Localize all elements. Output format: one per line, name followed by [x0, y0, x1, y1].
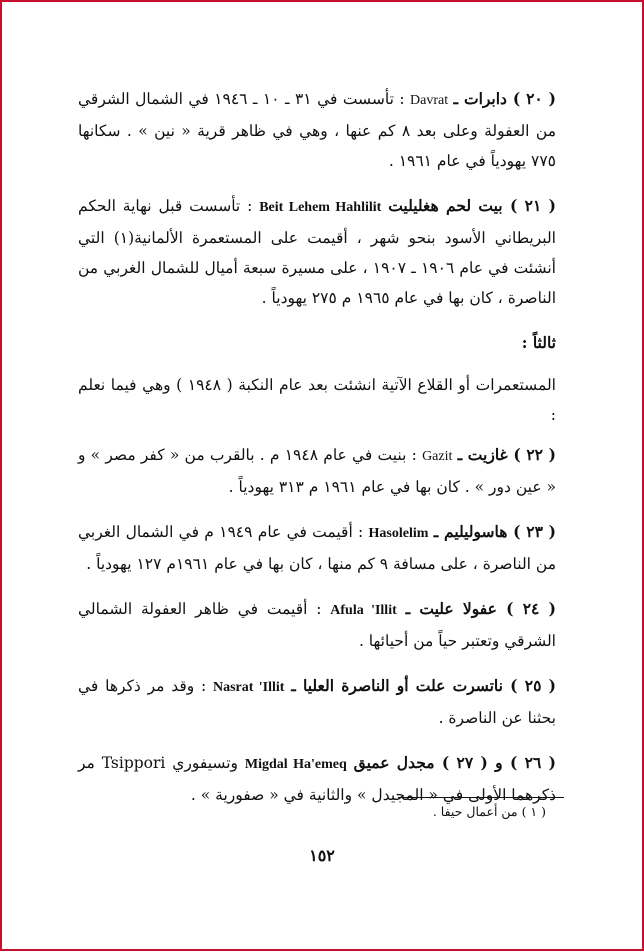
entry-25-latin: Nasrat 'Illit — [213, 680, 285, 695]
entry-26-27-latin: Migdal Ha'emeq — [244, 757, 347, 772]
entry-21 — [78, 191, 556, 313]
entry-24-text — [78, 594, 556, 656]
entry-22-text — [78, 440, 556, 502]
entry-21-body: : تأسست قبل نهاية الحكم البريطاني الأسود بنحو شهر ، أقيمت على المستعمرة الألمانية(١) التي أنشئت في عام ١٩٠٦ ـ ١٩٠٧ ، على مسيرة سبعة أميال للشمال الغربي من الناصرة ، كان بها في عام ١٩٦٥ م ٢٧٥ يهودياً . — [78, 197, 556, 307]
entry-23-heading: ( ٢٣ ) هاسوليليم ـ — [433, 522, 556, 541]
entry-24-heading: ( ٢٤ ) عفولا عليت ـ — [405, 599, 556, 618]
entry-25-body: : وقد مر ذكرها في بحثنا عن الناصرة . — [78, 677, 556, 727]
entry-26-27-body: وتسيفوري Tsippori مر ذكرهما الأولى في « المجيدل » والثانية في « صفورية » . — [78, 754, 556, 804]
document-page — [78, 84, 556, 825]
section-title: ثالثاً : — [521, 333, 556, 352]
entry-25-heading: ( ٢٥ ) ناتسرت علت أو الناصرة العليا ـ — [291, 676, 556, 695]
entry-24-latin: Afula 'Illit — [330, 603, 397, 618]
entry-26-27-heading: ( ٢٦ ) و ( ٢٧ ) مجدل عميق — [353, 753, 556, 772]
entry-20-latin: Davrat — [410, 93, 449, 108]
entry-20-body: : تأسست في ٣١ ـ ١٠ ـ ١٩٤٦ في الشمال الشرقي من العفولة وعلى بعد ٨ كم عنها ، وهي في ظاهر قرية « نين » . سكانها ٧٧٥ يهودياً في عام ١٩٦١ . — [78, 90, 556, 170]
entry-26-27 — [78, 748, 556, 810]
entry-25 — [78, 671, 556, 733]
entry-21-heading: ( ٢١ ) بيت لحم هغليليت — [388, 196, 556, 215]
entry-21-latin: Beit Lehem Hahlilit — [259, 200, 382, 215]
entry-25-text — [78, 671, 556, 733]
entry-23-body: : أقيمت في عام ١٩٤٩ م في الشمال الغربي من الناصرة ، على مسافة ٩ كم منها ، كان بها في عام ١٩٦١م ١٢٧ يهودياً . — [78, 523, 556, 573]
entry-22-body: : بنيت في عام ١٩٤٨ م . بالقرب من « كفر مصر » و « عين دور » . كان بها في عام ١٩٦١ م ٣١٣ يهودياً . — [78, 446, 556, 496]
footnote: ( ١ ) من أعمال حيفا . — [432, 804, 546, 819]
entry-21-text — [78, 191, 556, 313]
footnote-rule — [398, 797, 564, 798]
entry-23-text — [78, 517, 556, 579]
entry-20-text — [78, 84, 556, 176]
entry-23 — [78, 517, 556, 579]
entry-26-27-text — [78, 748, 556, 810]
entry-20 — [78, 84, 556, 176]
entry-22-latin: Gazit — [422, 449, 453, 464]
entry-24 — [78, 594, 556, 656]
entry-22-heading: ( ٢٢ ) غازيت ـ — [457, 445, 557, 464]
entry-22 — [78, 440, 556, 502]
section-intro: المستعمرات أو القلاع الآتية انشئت بعد عام النكبة ( ١٩٤٨ ) وهي فيما نعلم : — [78, 376, 556, 424]
entry-24-body: : أقيمت في ظاهر العفولة الشمالي الشرقي وتعتبر حياً من أحيائها . — [78, 600, 556, 650]
entry-20-heading: ( ٢٠ ) دابرات ـ — [453, 89, 556, 108]
page-number: ١٥٢ — [309, 846, 335, 865]
entry-23-latin: Hasolelim — [368, 526, 429, 541]
